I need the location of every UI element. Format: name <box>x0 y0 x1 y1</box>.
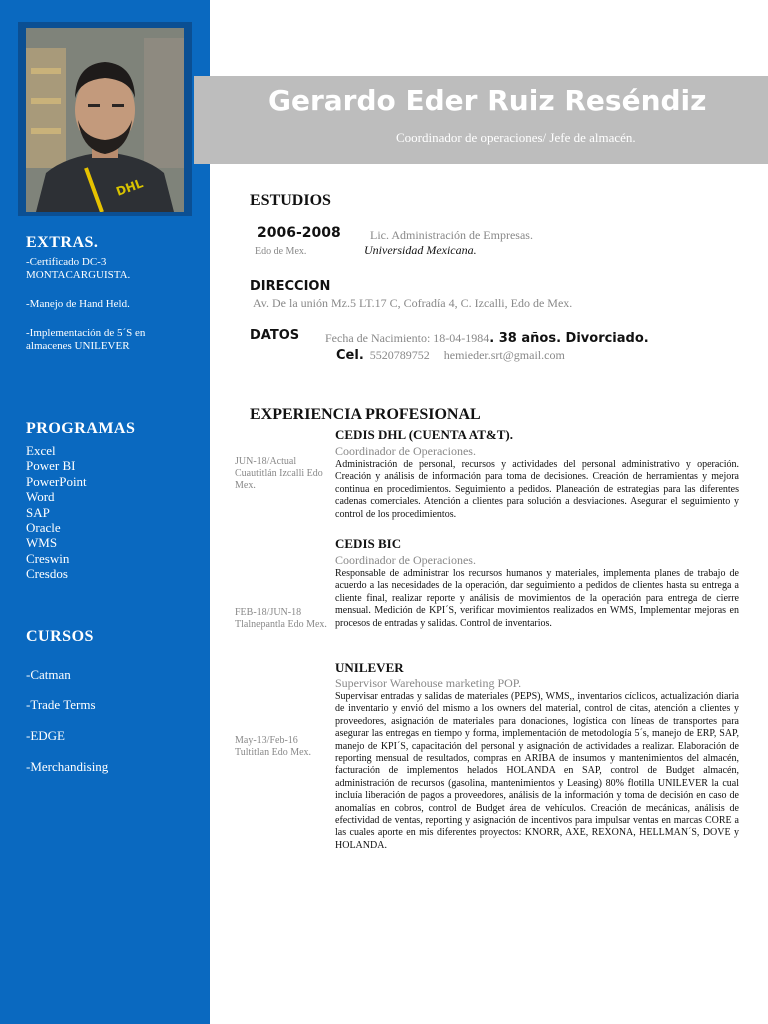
datos-line <box>325 329 649 347</box>
datos-birth: Fecha de Nacimiento: 18-04-1984 <box>325 331 490 345</box>
candidate-name: Gerardo Eder Ruiz Reséndiz <box>268 84 707 117</box>
estudios-school: Universidad Mexicana. <box>364 243 477 257</box>
direccion-address: Av. De la unión Mz.5 LT.17 C, Cofradía 4, C. Izcalli, Edo de Mex. <box>253 296 573 310</box>
programa-item: Oracle <box>26 520 61 536</box>
programas-list <box>26 443 87 582</box>
programa-item: SAP <box>26 504 50 520</box>
curso-item: -Catman <box>26 667 71 682</box>
estudios-degree: Lic. Administración de Empresas. <box>370 228 533 242</box>
estudios-years: 2006-2008 <box>257 225 341 241</box>
job-date: FEB-18/JUN-18 Tlalnepantla Edo Mex. <box>235 607 327 630</box>
programas-heading: PROGRAMAS <box>26 420 136 437</box>
job-company: UNILEVER <box>335 660 404 675</box>
programa-item: Creswin <box>26 550 70 566</box>
direccion-heading: DIRECCION <box>250 279 331 294</box>
extras-item: -Certificado DC-3 <box>26 256 107 268</box>
extras-item: -Implementación de 5´S en <box>26 327 146 339</box>
job-role: Coordinador de Operaciones. <box>335 444 476 458</box>
cursos-heading: CURSOS <box>26 628 94 645</box>
extras-item: MONTACARGUISTA. <box>26 269 131 281</box>
curso-item: -Merchandising <box>26 759 109 774</box>
job-description: Responsable de administrar los recursos humanos y materiales, implementa planes de trabajo de acuerdo a las necesidades de la operación, dar seguimiento a pedidos de clientes hasta su entrega a cliente final, realizar reporte y análisis de movimientos de la operación para entrega de cierre mensual. Medición de KPI´S, verificar movimientos realizados en WMS, Implementar mejoras en procesos de entradas y salidas. Control de inventarios. <box>335 568 739 629</box>
job-role: Supervisor Warehouse marketing POP. <box>335 676 522 690</box>
profile-photo-frame <box>18 22 192 216</box>
job-company: CEDIS DHL (CUENTA AT&T). <box>335 427 513 442</box>
curso-item: -EDGE <box>26 728 65 743</box>
cel-label: Cel. <box>336 348 364 363</box>
phone-number: 5520789752 <box>369 348 430 362</box>
datos-age: . 38 años. Divorciado. <box>489 331 649 346</box>
curso-item: -Trade Terms <box>26 697 96 712</box>
contact-line <box>336 346 565 364</box>
experiencia-heading: EXPERIENCIA PROFESIONAL <box>250 406 481 423</box>
extras-item: -Manejo de Hand Held. <box>26 298 130 310</box>
extras-item: almacenes UNILEVER <box>26 340 130 352</box>
job-company: CEDIS BIC <box>335 536 402 551</box>
job-role: Coordinador de Operaciones. <box>335 553 476 567</box>
estudios-location: Edo de Mex. <box>255 246 307 257</box>
programa-item: WMS <box>26 535 58 551</box>
profile-photo <box>26 28 184 212</box>
svg-text:DHL: DHL <box>114 176 146 199</box>
extras-heading: EXTRAS. <box>26 234 99 251</box>
job-date: JUN-18/Actual Cuautitlán Izcalli Edo Mex. <box>235 456 323 491</box>
job-description: Supervisar entradas y salidas de materiales (PEPS), WMS,, inventarios cíclicos, actualización diaria de inventario y envió del mismo a los owners del material, control de citas, atención a clientes y proveedores, asignación de materiales para donaciones, logística con líneas de transportes para asegurar las entregas en tiempo y forma, implementación de metodología 5´s, manejo de ERP, SAP, manejo de KPI´S, capacitación del personal y asignación de actividades a realizar. Elaboración de reporting mensual de resultados, compras en ARIBA de insumos y mantenimientos del almacén, facturación de implementos helados HOLANDA en SAP, control de Budget almacén, administración de recursos (gasolina, mantenimientos y Leasing) 80% flotilla UNILEVER la cual incluía liberación de pagos a proveedores, análisis de la información y toma de decisión en caso de anomalías en cobros, control de Budget área de vehículos. Creación de mecánicas, análisis de efectividad de ventas, reporting y asignación de incentivos para impulsar ventas en marcas CORE a las cuales aporte en mis diferentes proyectos: KNORR, AXE, REXONA, HELLMAN´S, DOVE y HOLANDA. <box>335 691 739 851</box>
programa-item: Cresdos <box>26 566 68 582</box>
job-description: Administración de personal, recursos y actividades del personal administrativo y operación. Creación y análisis de información para toma de decisiones. Creación de herramientas y mejora continua en procedimientos. Seguimiento a pedidos. Planeación de estrategias para las diferentes cadenas comerciales. Atención a clientes para solución a desviaciones. Asegurar el seguimiento y control de los procedimientos. <box>335 459 739 520</box>
programa-item: Excel <box>26 443 56 458</box>
email-address: hemieder.srt@gmail.com <box>443 348 565 362</box>
datos-heading: DATOS <box>250 328 300 343</box>
programa-item: Power BI <box>26 458 76 474</box>
candidate-role: Coordinador de operaciones/ Jefe de almacén. <box>396 130 636 145</box>
job-date: May-13/Feb-16 Tultitlan Edo Mex. <box>235 735 312 758</box>
estudios-heading: ESTUDIOS <box>250 192 331 209</box>
programa-item: Word <box>26 489 55 505</box>
programa-item: PowerPoint <box>26 473 87 489</box>
